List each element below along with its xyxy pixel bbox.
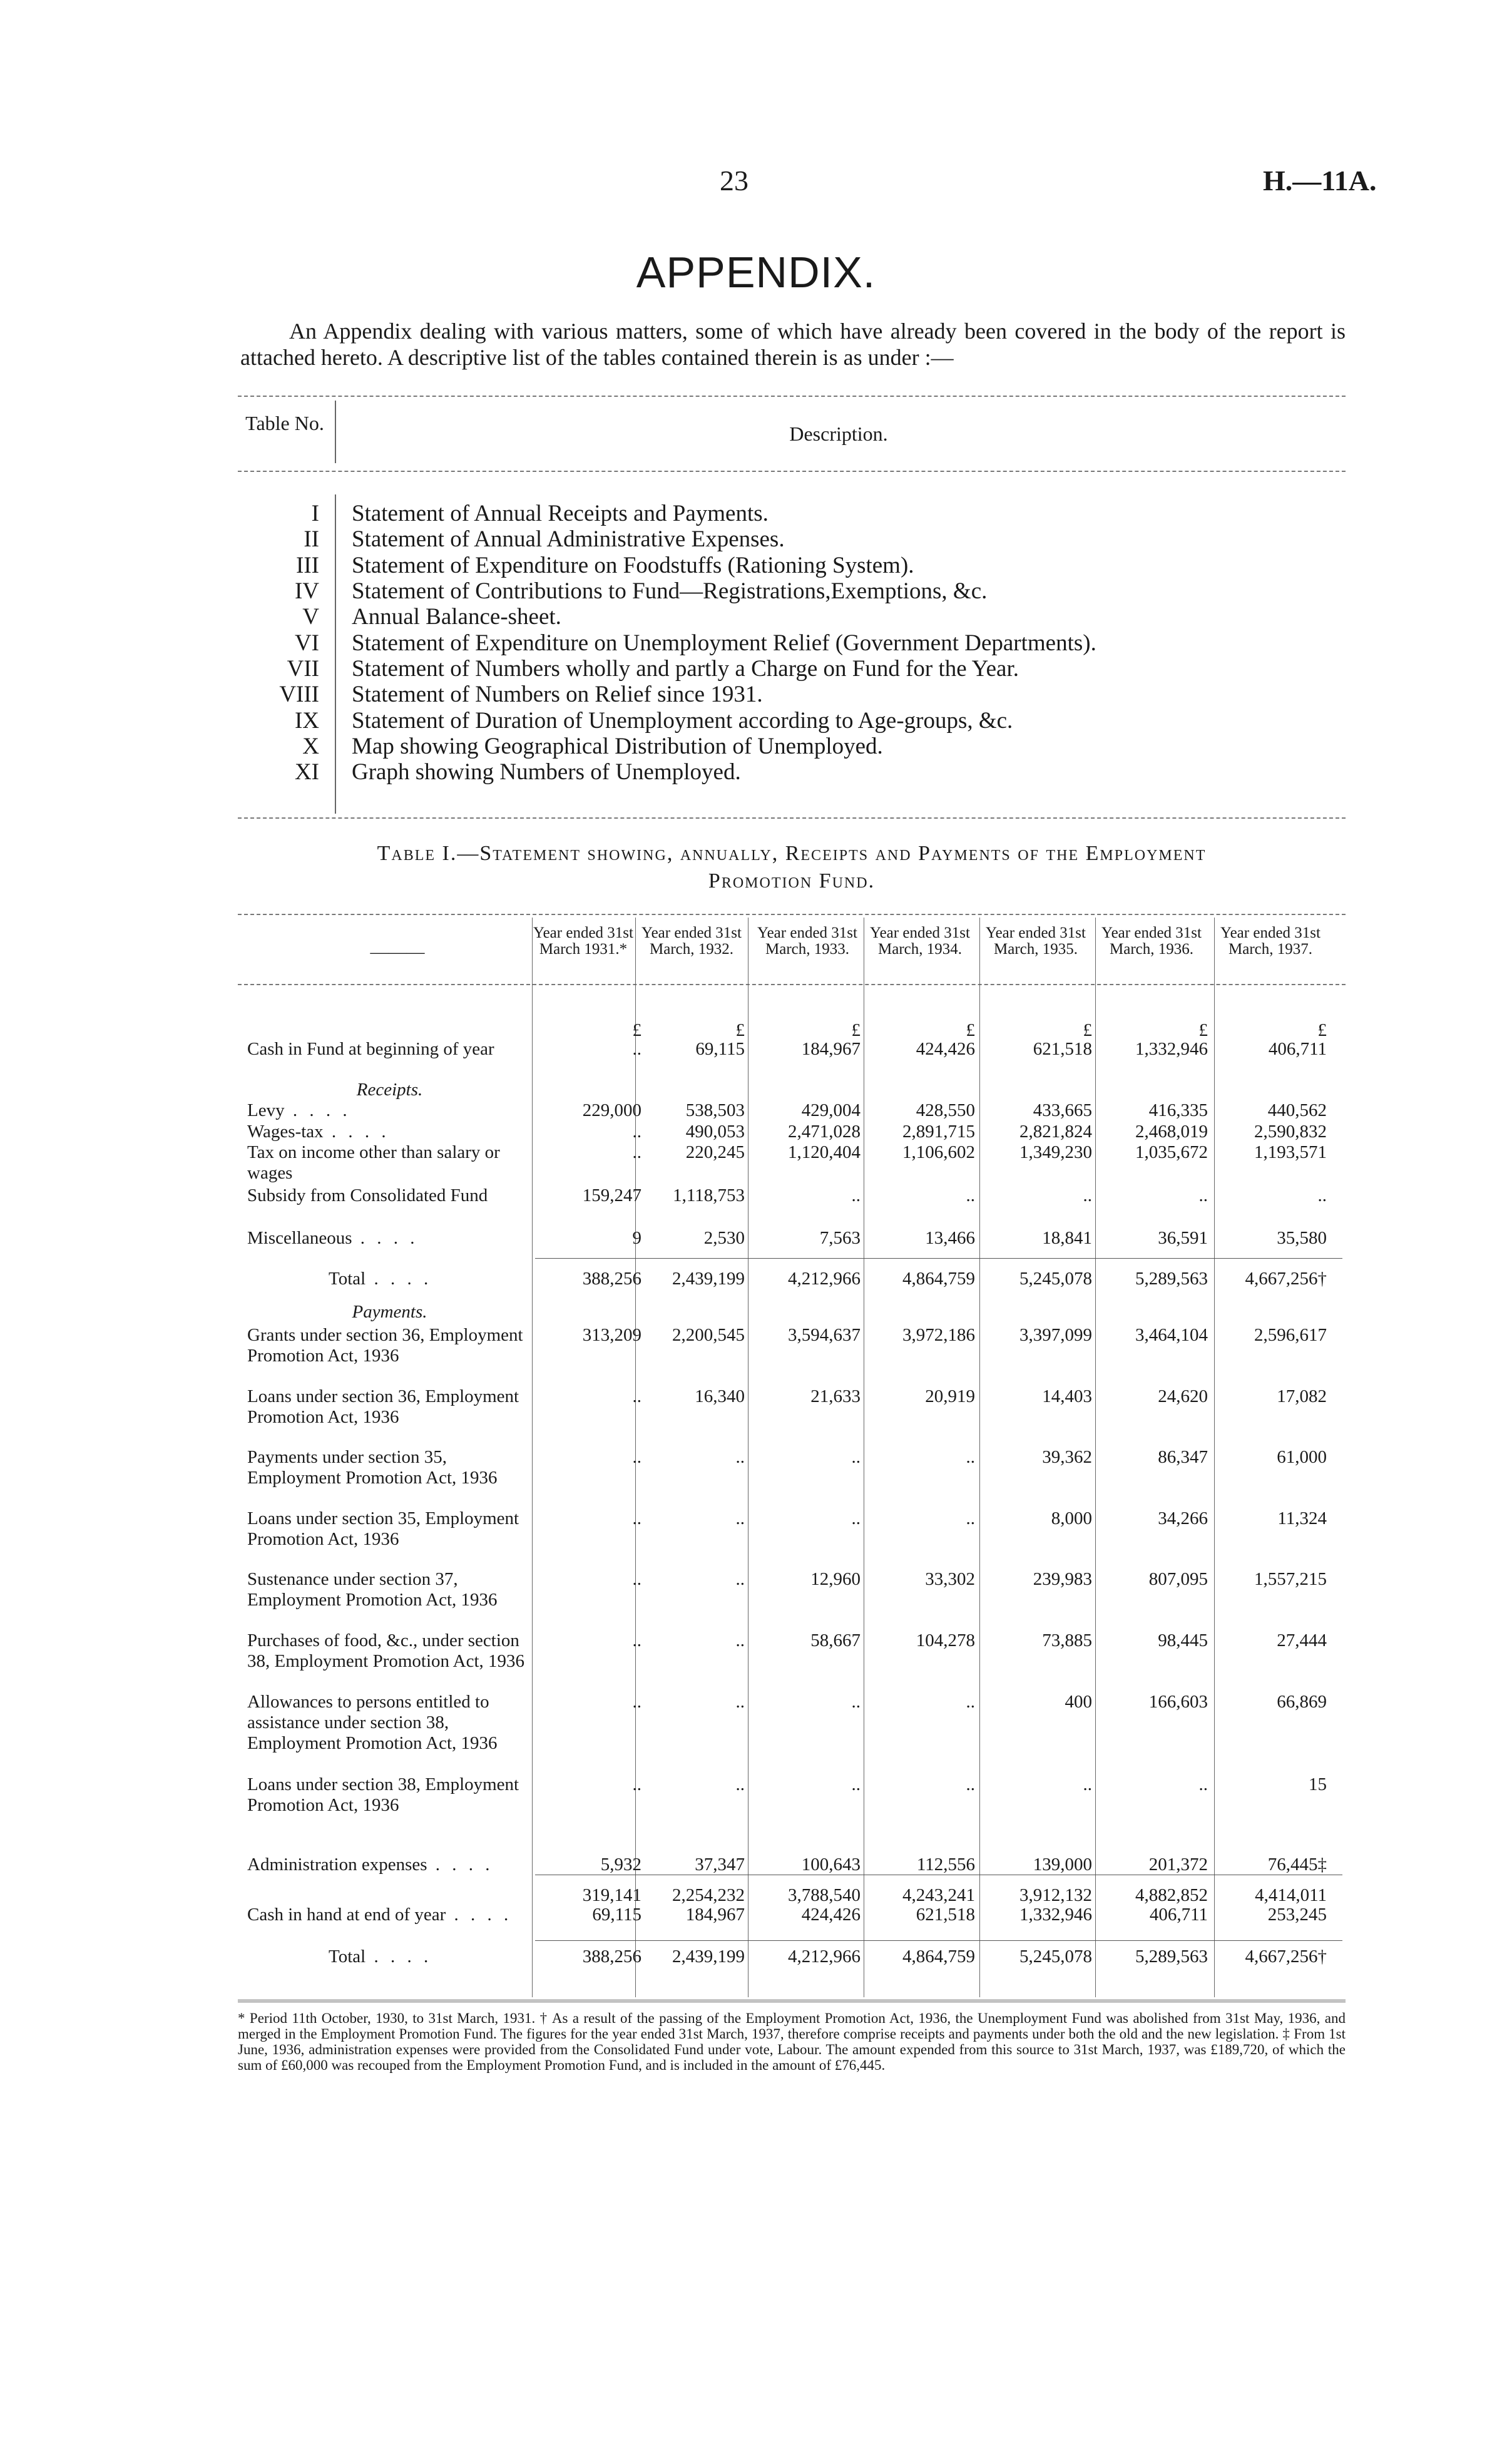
table1-cell: 490,053 — [685, 1122, 745, 1142]
table1-sum-rule — [535, 1258, 1342, 1259]
table1-row-label-text: Miscellaneous — [247, 1228, 352, 1248]
table1-cell: .. — [1198, 1774, 1208, 1794]
table1-row-label — [247, 1185, 532, 1206]
table1-cell: 8,000 — [1051, 1508, 1092, 1528]
table1-cell: .. — [1083, 1185, 1092, 1205]
table1-cell: 388,256 — [582, 1269, 641, 1289]
table1-row-label-text: Total — [329, 1269, 366, 1289]
table1-row-label — [247, 1630, 532, 1672]
table1-cell: 7,563 — [819, 1228, 861, 1248]
table1-column-header: Year ended 31st March, 1935. — [986, 924, 1086, 958]
leader-dots: . . . . — [352, 1228, 419, 1248]
list-header-description: Description. — [789, 422, 888, 445]
table1-cell: .. — [632, 1630, 641, 1650]
table-list-description: Graph showing Numbers of Unemployed. — [352, 759, 741, 786]
table-list-description: Statement of Numbers on Relief since 1931. — [352, 682, 763, 708]
table1-cell: .. — [632, 1039, 641, 1059]
table1-top-rule — [238, 914, 1346, 915]
table1-cell: 16,340 — [695, 1386, 745, 1406]
table-list-item — [238, 707, 1096, 733]
table1-cell: 3,464,104 — [1135, 1325, 1208, 1345]
table1-cell: 14,403 — [1042, 1386, 1092, 1406]
table-list-description: Statement of Contributions to Fund—Registrations,Exemptions, &c. — [352, 578, 988, 605]
table1-cell: 4,864,759 — [902, 1269, 975, 1289]
document-reference: H.—11A. — [1263, 165, 1377, 197]
table1-cell: 1,349,230 — [1019, 1142, 1092, 1162]
table-list-number: VII — [287, 655, 319, 682]
table1-cell: .. — [735, 1774, 745, 1794]
table-list-item — [238, 759, 1096, 785]
table1-row-label — [247, 1508, 532, 1550]
table1-row-label-text: Levy — [247, 1100, 285, 1120]
table1-row-label-text: Loans under section 35, Employment Promotion Act, 1936 — [247, 1508, 519, 1549]
table-list-item — [238, 630, 1096, 655]
table-list-description: Statement of Expenditure on Foodstuffs (Rationing System). — [352, 552, 914, 578]
table1-cell: 406,711 — [1149, 1905, 1208, 1925]
table1-cell: 69,115 — [592, 1905, 641, 1925]
table1-cell: 1,557,215 — [1254, 1569, 1327, 1589]
table-list-description: Annual Balance-sheet. — [352, 604, 561, 630]
table1-cell: .. — [632, 1569, 641, 1589]
table1-column-header: Year ended 31st March, 1936. — [1101, 924, 1202, 958]
table-list-description: Statement of Numbers wholly and partly a Charge on Fund for the Year. — [352, 655, 1019, 682]
table1-cell: 184,967 — [685, 1905, 745, 1925]
table1-cell: 2,530 — [703, 1228, 745, 1248]
intro-paragraph: An Appendix dealing with various matters, some of which have already been covered in the body of the report is attached hereto. A descriptive list of the tables contained therein is as under :— — [240, 319, 1346, 370]
table1-row-label — [247, 1569, 532, 1610]
leader-dots: . . . . — [446, 1905, 513, 1925]
table1-cell: 220,245 — [685, 1142, 745, 1162]
table1-cell: 13,466 — [925, 1228, 975, 1248]
table-list-number: XI — [294, 759, 319, 786]
leader-dots: . . . . — [284, 1100, 351, 1120]
table1-row-label-text: Subsidy from Consolidated Fund — [247, 1185, 488, 1205]
table1-cell: 61,000 — [1277, 1447, 1327, 1467]
leader-dots: . . . . — [365, 1269, 432, 1289]
table1-row-label-text: Payments under section 35, Employment Promotion Act, 1936 — [247, 1447, 498, 1488]
table1-cell: 11,324 — [1277, 1508, 1327, 1528]
table1-cell: 201,372 — [1148, 1855, 1208, 1875]
table1-cell: .. — [1198, 1185, 1208, 1205]
table1-cell: 69,115 — [695, 1039, 745, 1059]
table1-cell: 440,562 — [1267, 1100, 1327, 1120]
table1-currency-symbol: £ — [966, 1020, 975, 1040]
table1-cell: .. — [1083, 1774, 1092, 1794]
table1-row-label-text: Loans under section 38, Employment Promotion Act, 1936 — [247, 1774, 519, 1815]
table1-cell: 4,882,852 — [1135, 1885, 1208, 1905]
table1-cell: .. — [735, 1447, 745, 1467]
table1-row-label-text: Sustenance under section 37, Employment Promotion Act, 1936 — [247, 1569, 498, 1610]
table-list-description: Statement of Annual Administrative Expenses. — [352, 526, 785, 553]
table-list-number: III — [296, 552, 319, 578]
table1-currency-symbol: £ — [632, 1020, 641, 1040]
table1-cell: 58,667 — [810, 1630, 861, 1650]
table1-cell: .. — [735, 1630, 745, 1650]
table1-column-header: Year ended 31st March, 1937. — [1220, 924, 1320, 958]
table1-cell: 104,278 — [916, 1630, 975, 1650]
table1-cell: 4,667,256† — [1245, 1269, 1327, 1289]
table-list-number: IV — [294, 578, 319, 605]
table1-currency-symbol: £ — [851, 1020, 861, 1040]
table-list-item — [238, 501, 1096, 526]
table1-cell: 229,000 — [582, 1100, 641, 1120]
table1-row-label — [247, 1122, 532, 1142]
table1-cell: .. — [851, 1692, 861, 1712]
table1-cell: 433,665 — [1033, 1100, 1092, 1120]
table1-cell: .. — [632, 1142, 641, 1162]
table1-cell: 12,960 — [810, 1569, 861, 1589]
table1-cell: .. — [632, 1508, 641, 1528]
table1-cell: 2,471,028 — [788, 1122, 861, 1142]
table1-cell: 20,919 — [925, 1386, 975, 1406]
table1-cell: 5,245,078 — [1019, 1947, 1092, 1967]
table-list-number: I — [311, 501, 319, 527]
table1-row-label-text: Wages-tax — [247, 1122, 324, 1142]
table1-cell: 5,932 — [600, 1855, 641, 1875]
table1-cell: 24,620 — [1158, 1386, 1208, 1406]
table1-cell: 313,209 — [582, 1325, 641, 1345]
table1-cell: 2,821,824 — [1019, 1122, 1092, 1142]
table1-cell: .. — [735, 1508, 745, 1528]
table1-title — [238, 840, 1346, 895]
table1-cell: 239,983 — [1033, 1569, 1092, 1589]
table1-header-rule — [238, 984, 1346, 985]
leader-dots: . . . . — [323, 1122, 390, 1142]
table-list-description: Statement of Duration of Unemployment according to Age-groups, &c. — [352, 707, 1013, 734]
table1-cell: 98,445 — [1158, 1630, 1208, 1650]
table1-cell: 4,212,966 — [788, 1269, 861, 1289]
table-list-number: V — [302, 604, 319, 630]
table1-cell: 1,120,404 — [788, 1142, 861, 1162]
page-title: APPENDIX. — [636, 248, 876, 297]
table1-cell: .. — [966, 1508, 975, 1528]
table1-row-label — [247, 1774, 532, 1816]
list-top-rule — [238, 396, 1346, 397]
table1-cell: 21,633 — [810, 1386, 861, 1406]
table1-cell: 1,193,571 — [1254, 1142, 1327, 1162]
table1-cell: 27,444 — [1277, 1630, 1327, 1650]
table-list-number: X — [302, 733, 319, 759]
table1-currency-symbol: £ — [1083, 1020, 1092, 1040]
table1-cell: 424,426 — [801, 1905, 861, 1925]
table1-cell: 807,095 — [1148, 1569, 1208, 1589]
table1-cell: 406,711 — [1268, 1039, 1327, 1059]
table1-sum-rule — [535, 1940, 1342, 1941]
list-header-table-no: Table No. — [245, 412, 324, 434]
table1-cell: 33,302 — [925, 1569, 975, 1589]
table1-row-label-text: Total — [329, 1947, 366, 1967]
table1-cell: 2,590,832 — [1254, 1122, 1327, 1142]
table1-column-header: Year ended 31st March, 1933. — [757, 924, 857, 958]
table1-cell: .. — [966, 1692, 975, 1712]
table-list-number: II — [304, 526, 319, 553]
table-list-number: IX — [294, 707, 319, 734]
table1-cell: 34,266 — [1158, 1508, 1208, 1528]
table1-row-label — [247, 1228, 532, 1249]
table1-cell: 18,841 — [1042, 1228, 1092, 1248]
table1-cell: 139,000 — [1033, 1855, 1092, 1875]
table1-column-header: Year ended 31st March, 1932. — [641, 924, 742, 958]
table1-row-label-text: Grants under section 36, Employment Promotion Act, 1936 — [247, 1325, 523, 1366]
table1-cell: 400 — [1065, 1692, 1092, 1712]
table-list-item — [238, 526, 1096, 552]
table1-row-label — [247, 1447, 532, 1488]
table-list-number: VIII — [279, 682, 319, 708]
table1-cell: 2,200,545 — [672, 1325, 745, 1345]
table1-cell: 1,106,602 — [902, 1142, 975, 1162]
table1-row-label-text: Purchases of food, &c., under section 38, Employment Promotion Act, 1936 — [247, 1630, 525, 1671]
table1-cell: 416,335 — [1148, 1100, 1208, 1120]
table1-cell: .. — [632, 1122, 641, 1142]
table1-cell: 184,967 — [801, 1039, 861, 1059]
table1-cell: .. — [632, 1774, 641, 1794]
table1-cell: 538,503 — [685, 1100, 745, 1120]
table1-row-label — [247, 1692, 532, 1754]
table1-cell: 3,594,637 — [788, 1325, 861, 1345]
receipts-heading: Receipts. — [356, 1080, 423, 1100]
table1-cell: 5,289,563 — [1135, 1947, 1208, 1967]
leader-dots: . . . . — [427, 1855, 494, 1875]
table-list-item — [238, 682, 1096, 707]
table1-stub-dash: ——— — [370, 942, 425, 962]
table1-cell: .. — [851, 1447, 861, 1467]
table1-cell: 4,243,241 — [902, 1885, 975, 1905]
table-list-number: VI — [294, 630, 319, 656]
table1-cell: .. — [851, 1508, 861, 1528]
table1-cell: 1,035,672 — [1135, 1142, 1208, 1162]
table1-cell: 3,912,132 — [1019, 1885, 1092, 1905]
table1-cell: 1,332,946 — [1019, 1905, 1092, 1925]
table1-footnote: * Period 11th October, 1930, to 31st March, 1931. † As a result of the passing of the Employment Promotion Act, 1936, the Unemployment Fund was abolished from 31st May, 1936, and merged in the Employment Promotion Fund. The figures for the year ended 31st March, 1937, therefore comprise receipts and payments under both the old and the new legislation. ‡ From 1st June, 1936, administration expenses were provided from the Consolidated Fund under vote, Labour. The amount expended from this source to 31st March, 1937, was £189,720, of which the sum of £60,000 was recouped from the Employment Promotion Fund, and is included in the amount of £76,445. — [238, 2010, 1346, 2073]
table1-cell: 2,891,715 — [902, 1122, 975, 1142]
table1-currency-symbol: £ — [735, 1020, 745, 1040]
table1-row-label — [247, 1142, 532, 1184]
table1-row-label — [247, 1100, 532, 1121]
table1-cell: 2,596,617 — [1254, 1325, 1327, 1345]
table1-cell: 5,245,078 — [1019, 1269, 1092, 1289]
table1-row-label — [247, 1325, 532, 1366]
table1-row-label-text: Tax on income other than salary or wages — [247, 1142, 500, 1183]
table1-cell: 429,004 — [801, 1100, 861, 1120]
table1-bottom-rule — [238, 2000, 1346, 2002]
table1-cell: 36,591 — [1158, 1228, 1208, 1248]
table1-cell: 3,397,099 — [1019, 1325, 1092, 1345]
payments-heading: Payments. — [352, 1302, 427, 1322]
table1-cell: 35,580 — [1277, 1228, 1327, 1248]
table1-cell: 253,245 — [1267, 1905, 1327, 1925]
table1-cell: 621,518 — [1033, 1039, 1092, 1059]
table1-cell: .. — [632, 1692, 641, 1712]
table1-row-label-text: Allowances to persons entitled to assistance under section 38, Employment Promotion Act, 1936 — [247, 1692, 498, 1753]
table1-row-label-text: Loans under section 36, Employment Promotion Act, 1936 — [247, 1386, 519, 1427]
table1-cell: .. — [632, 1447, 641, 1467]
table1-cell: 166,603 — [1148, 1692, 1208, 1712]
table1-cell: 428,550 — [916, 1100, 975, 1120]
table1-title-line1: Table I.—Statement showing, annually, Receipts and Payments of the Employment — [377, 842, 1207, 865]
table1-cell: 86,347 — [1158, 1447, 1208, 1467]
table1-cell: .. — [735, 1569, 745, 1589]
leader-dots: . . . . — [365, 1947, 432, 1967]
table1-cell: 39,362 — [1042, 1447, 1092, 1467]
table1-cell: .. — [735, 1692, 745, 1712]
table1-cell: 3,972,186 — [902, 1325, 975, 1345]
table1-cell: 73,885 — [1042, 1630, 1092, 1650]
table-list-item — [238, 604, 1096, 630]
table1-cell: 1,118,753 — [673, 1185, 745, 1205]
table1-cell: .. — [1317, 1185, 1327, 1205]
table1-cell: 4,414,011 — [1255, 1885, 1327, 1905]
table1-cell: 159,247 — [582, 1185, 641, 1205]
table1-cell: 2,468,019 — [1135, 1122, 1208, 1142]
table-list-item — [238, 734, 1096, 759]
table1-cell: 4,667,256† — [1245, 1947, 1327, 1967]
table1-cell: 112,556 — [916, 1855, 975, 1875]
table1-cell: 388,256 — [582, 1947, 641, 1967]
list-header-divider — [335, 401, 336, 463]
table1-row-label — [247, 1855, 532, 1875]
table1-row-label — [247, 1905, 532, 1925]
table1-row-label-text: Administration expenses — [247, 1855, 427, 1875]
table1-cell: 9 — [632, 1228, 641, 1248]
list-header-rule — [238, 471, 1346, 472]
table1-cell: 4,864,759 — [902, 1947, 975, 1967]
table1-cell: 319,141 — [582, 1885, 641, 1905]
table-list-description: Statement of Expenditure on Unemployment Relief (Government Departments). — [352, 630, 1096, 656]
table1-cell: 37,347 — [695, 1855, 745, 1875]
table1-cell: .. — [851, 1185, 861, 1205]
table1-cell: .. — [632, 1386, 641, 1406]
table1-currency-symbol: £ — [1198, 1020, 1208, 1040]
table-list-description: Statement of Annual Receipts and Payments. — [352, 501, 769, 527]
table1-cell: 76,445‡ — [1267, 1855, 1327, 1875]
table1-cell: 2,439,199 — [672, 1947, 745, 1967]
table1-cell: 621,518 — [916, 1905, 975, 1925]
table1-row-label-text: Cash in Fund at beginning of year — [247, 1039, 494, 1059]
table1-cell: .. — [966, 1185, 975, 1205]
table1-row-label-text: Cash in hand at end of year — [247, 1905, 446, 1925]
table-list-item — [238, 553, 1096, 578]
table1-cell: 2,254,232 — [672, 1885, 745, 1905]
page-number: 23 — [720, 165, 748, 197]
tables-list — [238, 501, 1096, 785]
table1-cell: .. — [966, 1447, 975, 1467]
table1-cell: 15 — [1309, 1774, 1327, 1794]
table1-cell: 100,643 — [801, 1855, 861, 1875]
table-list-item — [238, 578, 1096, 604]
table1-title-line2: Promotion Fund. — [708, 869, 876, 893]
table1-cell: 4,212,966 — [788, 1947, 861, 1967]
table1-column-header: Year ended 31st March 1931.* — [533, 924, 633, 958]
table1-column-header: Year ended 31st March, 1934. — [870, 924, 970, 958]
table1-row-label — [247, 1386, 532, 1428]
table-list-description: Map showing Geographical Distribution of Unemployed. — [352, 733, 883, 759]
table1-currency-symbol: £ — [1317, 1020, 1327, 1040]
table1-cell: .. — [851, 1774, 861, 1794]
table1-cell: 66,869 — [1277, 1692, 1327, 1712]
table1-cell: 2,439,199 — [672, 1269, 745, 1289]
table1-row-label — [247, 1039, 532, 1060]
table1-cell: 424,426 — [916, 1039, 975, 1059]
table1-cell: 17,082 — [1277, 1386, 1327, 1406]
list-bottom-rule — [238, 817, 1346, 819]
table1-cell: 3,788,540 — [788, 1885, 861, 1905]
table1-cell: 1,332,946 — [1135, 1039, 1208, 1059]
table1-cell: 5,289,563 — [1135, 1269, 1208, 1289]
table-list-item — [238, 656, 1096, 682]
table1-cell: .. — [966, 1774, 975, 1794]
